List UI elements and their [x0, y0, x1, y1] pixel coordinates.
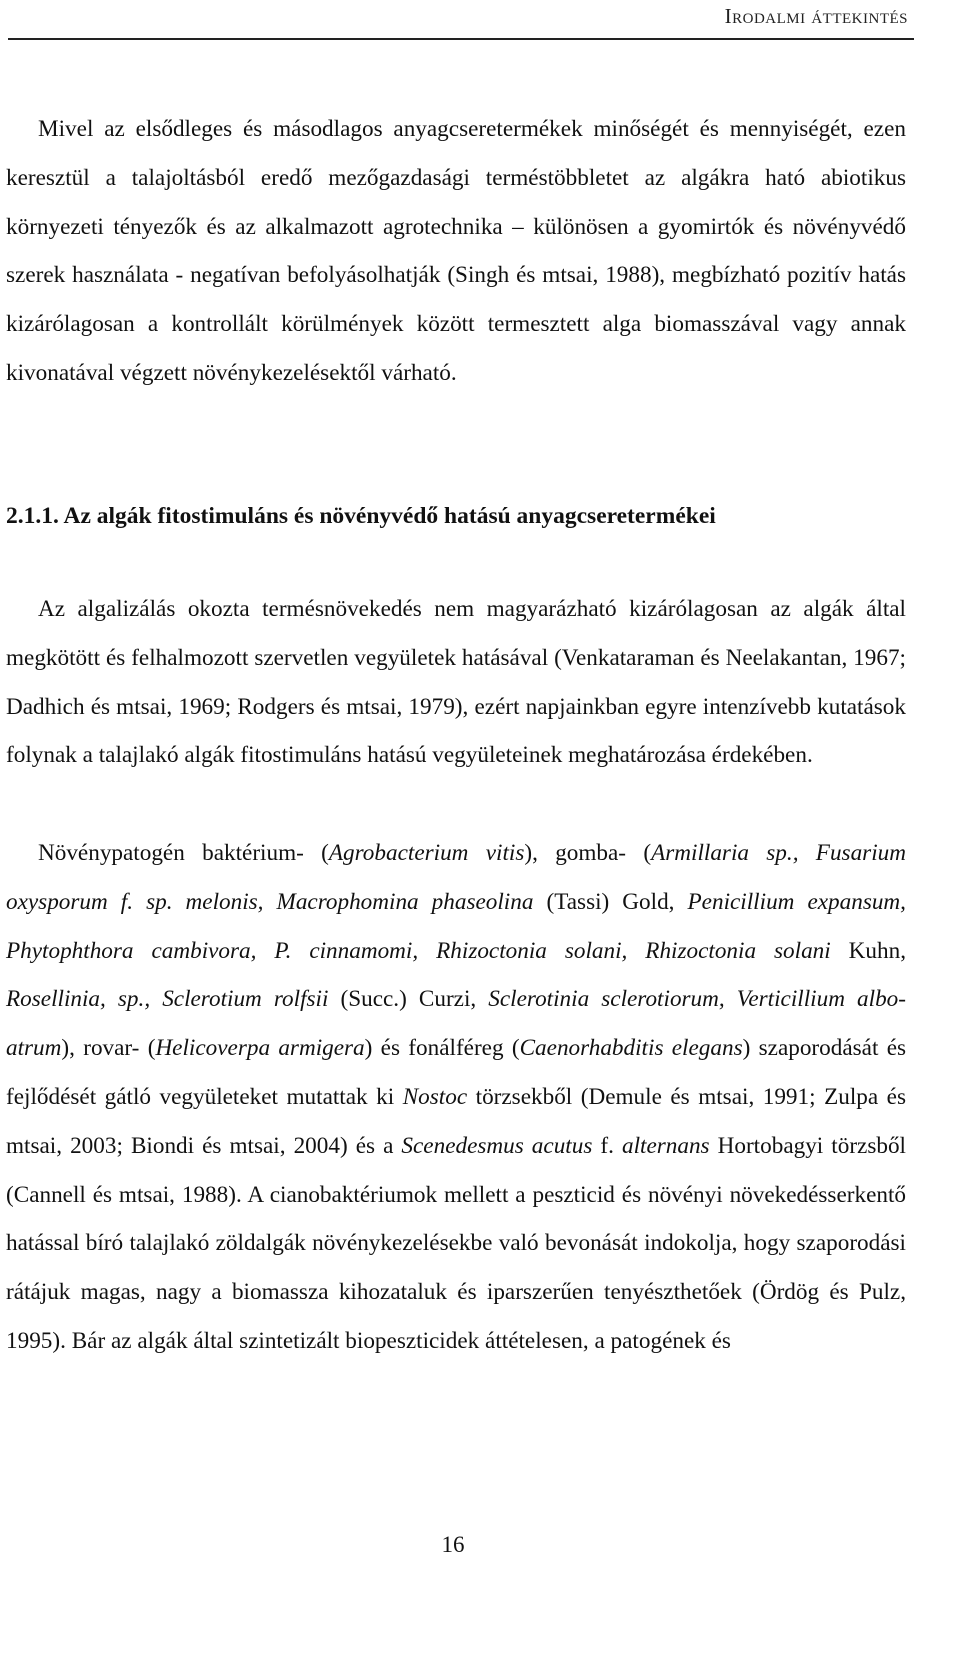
paragraph-text-segment: Hortobagyi törzsből (Cannell és mtsai, 1988). A cianobaktériumok mellett a peszticid és növényi növekedésserkentő hatással bíró talajlakó zöldalgák növénykezelésekbe való bevonását indokolja, hogy szaporodási rátájuk magas, nagy a biomassza kihozataluk és iparszerűen tenyészthetőek (Ördög és Pulz, 1995). Bár az algák által szintetizált biopeszticidek áttételesen, a patogének és [6, 1132, 906, 1354]
italic-taxon-text: Helicoverpa armigera [155, 1035, 365, 1062]
running-header-title: Irodalmi áttekintés [724, 4, 908, 28]
running-header [8, 0, 914, 40]
italic-taxon-text: Rosellinia, sp., Sclerotium rolfsii [6, 986, 329, 1013]
italic-taxon-text: Caenorhabditis elegans [519, 1035, 743, 1062]
paragraph-text-segment: Növénypatogén baktérium- ( [38, 840, 329, 866]
paragraph-text-segment: (Tassi) Gold, [533, 888, 688, 915]
italic-taxon-text: Nostoc [402, 1083, 468, 1110]
section-number: 2.1.1. [6, 503, 59, 529]
italic-taxon-text: Penicillium expansum, Phytophthora cambivora, P. cinnamomi, Rhizoctonia solani, Rhizoctonia solani [6, 888, 906, 964]
paragraph-pathogens [6, 829, 906, 1366]
section-heading [6, 492, 716, 540]
paragraph-algalization: Az algalizálás okozta termésnövekedés nem magyarázható kizárólagosan az algák által megkötött és felhalmozott szervetlen vegyületek hatásával (Venkataraman és Neelakantan, 1967; Dadhich és mtsai, 1969; Rodgers és mtsai, 1979), ezért napjainkban egyre intenzívebb kutatások folynak a talajlakó algák fitostimuláns hatású vegyületeinek meghatározása érdekében. [6, 596, 906, 769]
italic-taxon-text: Scenedesmus acutus [401, 1132, 593, 1159]
paragraph-intro: Mivel az elsődleges és másodlagos anyagcseretermékek minőségét és mennyiségét, ezen keresztül a talajoltásból eredő mezőgazdasági terméstöbbletet az algákra ható abiotikus környezeti tényezők és az alkalmazott agrotechnika – különösen a gyomirtók és növényvédő szerek használata - negatívan befolyásolhatják (Singh és mtsai, 1988), megbízható pozitív hatás kizárólagosan a kontrollált körülmények között termesztett alga biomasszával vagy annak kivonatával végzett növénykezelésektől várható. [6, 116, 906, 386]
paragraph-text-segment: f. [592, 1132, 622, 1159]
italic-taxon-text: alternans [621, 1132, 710, 1159]
italic-taxon-text: Agrobacterium vitis [328, 840, 525, 866]
italic-taxon-text: Armillaria sp., Fusarium oxysporum f. sp. melonis, Macrophomina phaseolina [6, 840, 906, 915]
italic-taxon-text: Sclerotinia sclerotiorum, Verticillium albo-atrum [6, 986, 906, 1062]
paragraph-text-segment: ) és fonálféreg ( [364, 1035, 520, 1062]
paragraph-text-segment: ), rovar- ( [61, 1035, 156, 1062]
paragraph-text-segment: törzsekből (Demule és mtsai, 1991; Zulpa és mtsai, 2003; Biondi és mtsai, 2004) és a [6, 1083, 906, 1159]
page-number: 16 [441, 1532, 465, 1557]
paragraph-text-segment: (Succ.) Curzi, [328, 986, 489, 1013]
paragraph-text-segment: Kuhn, [830, 937, 906, 964]
paragraph-text-segment: ) szaporodását és fejlődését gátló vegyületeket mutattak ki [6, 1035, 907, 1110]
paragraph-text-segment: ), gomba- ( [524, 840, 652, 866]
section-title: Az algák fitostimuláns és növényvédő hatású anyagcseretermékei [63, 503, 716, 529]
